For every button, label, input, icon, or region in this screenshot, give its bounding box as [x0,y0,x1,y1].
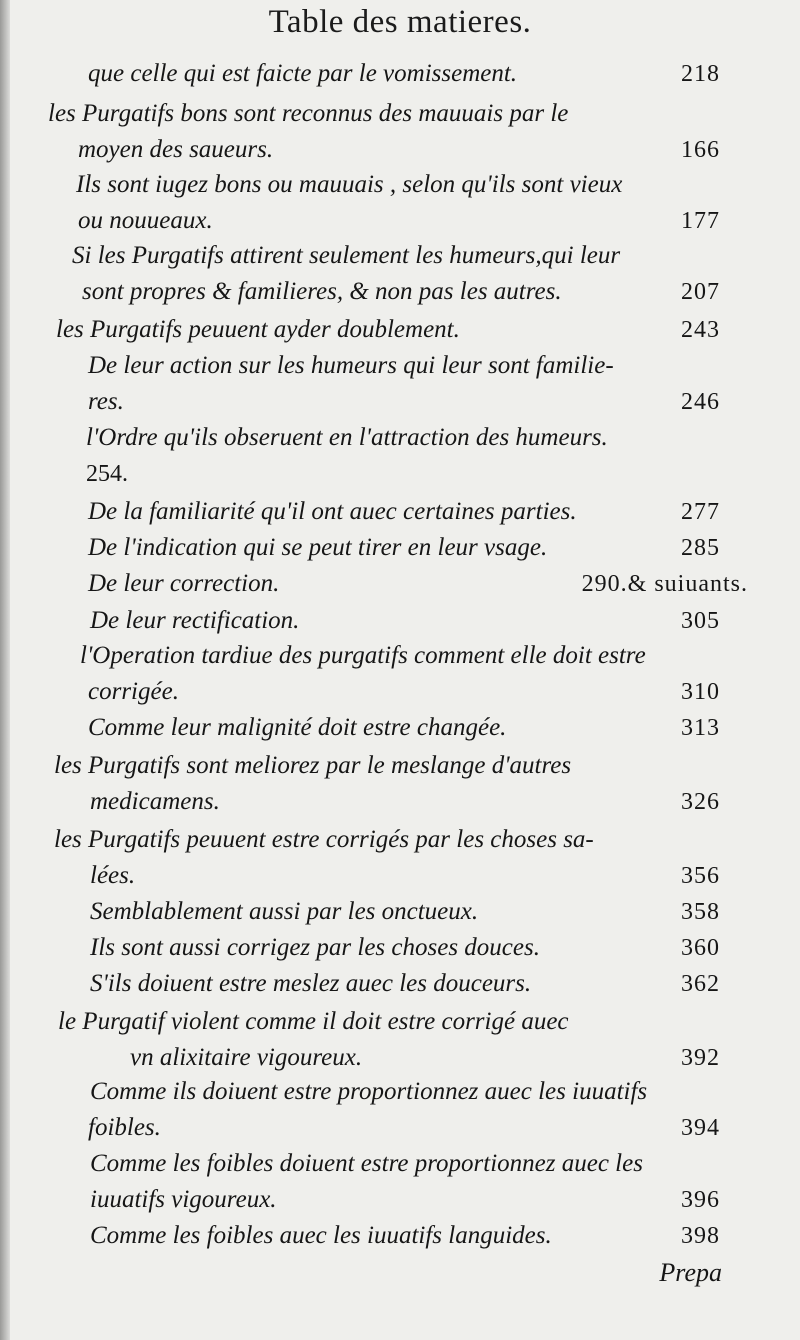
page-number: 360 [681,935,720,961]
page-number: 290.& suiuants. [581,571,748,597]
page-number: 254. [86,461,128,487]
page-number: 398 [681,1223,720,1249]
entry-text: De leur correction. [88,570,280,597]
entry-text: De l'indication qui se peut tirer en leur vsage. [88,534,548,561]
entry-text-continuation: res. [88,388,124,415]
entry-text-continuation: iuuatifs vigoureux. [90,1186,277,1213]
page-number: 394 [681,1115,720,1141]
page-number: 243 [681,317,720,343]
entry-text-continuation: vn alixitaire vigoureux. [130,1044,363,1071]
page-number: 246 [681,389,720,415]
index-entry [0,96,800,168]
page-number: 313 [681,715,720,741]
entry-text: De leur rectification. [90,607,300,634]
entry-text: les Purgatifs peuuent estre corrigés par les choses sa- [54,826,594,853]
entry-text: les Purgatifs peuuent ayder doublement. [56,316,460,343]
page-number: 207 [681,279,720,305]
catchword: Prepa [659,1258,722,1287]
entry-text: les Purgatifs sont meliorez par le meslange d'autres [54,752,572,779]
page-number: 166 [681,137,720,163]
entry-text: Comme les foibles auec les iuuatifs languides. [90,1222,552,1249]
page-number: 356 [681,863,720,889]
entry-text: Comme leur malignité doit estre changée. [88,714,507,741]
entry-text: le Purgatif violent comme il doit estre corrigé auec [58,1008,569,1035]
page-number: 177 [681,208,720,234]
entry-text: l'Operation tardiue des purgatifs comment elle doit estre [80,642,646,669]
entry-text-continuation: sont propres & familieres, & non pas les autres. [82,278,562,305]
entry-text: l'Ordre qu'ils obseruent en l'attraction des humeurs. [86,424,608,451]
page-number: 285 [681,535,720,561]
entry-text: Semblablement aussi par les onctueux. [90,898,479,925]
page-number: 310 [681,679,720,705]
entry-text-continuation: foibles. [88,1114,161,1141]
entry-text: S'ils doiuent estre meslez auec les douceurs. [90,970,532,997]
entry-text-continuation: ou nouueaux. [78,207,213,234]
entry-text-continuation: lées. [90,862,136,889]
page-number: 362 [681,971,720,997]
entry-text: De leur action sur les humeurs qui leur sont familie- [88,352,614,379]
entry-text-continuation: corrigée. [88,678,179,705]
entry-text: De la familiarité qu'il ont auec certaines parties. [88,498,577,525]
entry-text-continuation: medicamens. [90,788,220,815]
entry-text: Comme ils doiuent estre proportionnez auec les iuuatifs [90,1078,648,1105]
page-number: 305 [681,608,720,634]
page-number: 392 [681,1045,720,1071]
entry-text: Comme les foibles doiuent estre proportionnez auec les [90,1150,643,1177]
page-number: 396 [681,1187,720,1213]
entry-text-continuation: moyen des saueurs. [78,136,274,163]
page-number: 218 [681,61,720,87]
entry-text: Si les Purgatifs attirent seulement les humeurs,qui leur [72,242,621,269]
page-number: 277 [681,499,720,525]
entry-text: les Purgatifs bons sont reconnus des mauuais par le [48,100,569,127]
entry-text: que celle qui est faicte par le vomissement. [88,60,518,87]
entry-text: Ils sont aussi corrigez par les choses douces. [90,934,540,961]
page-number: 326 [681,789,720,815]
page-gutter-shadow [0,0,10,1340]
entry-text: Ils sont iugez bons ou mauuais , selon qu'ils sont vieux [76,171,623,198]
page-number: 358 [681,899,720,925]
running-head: Table des matieres. [268,4,532,40]
